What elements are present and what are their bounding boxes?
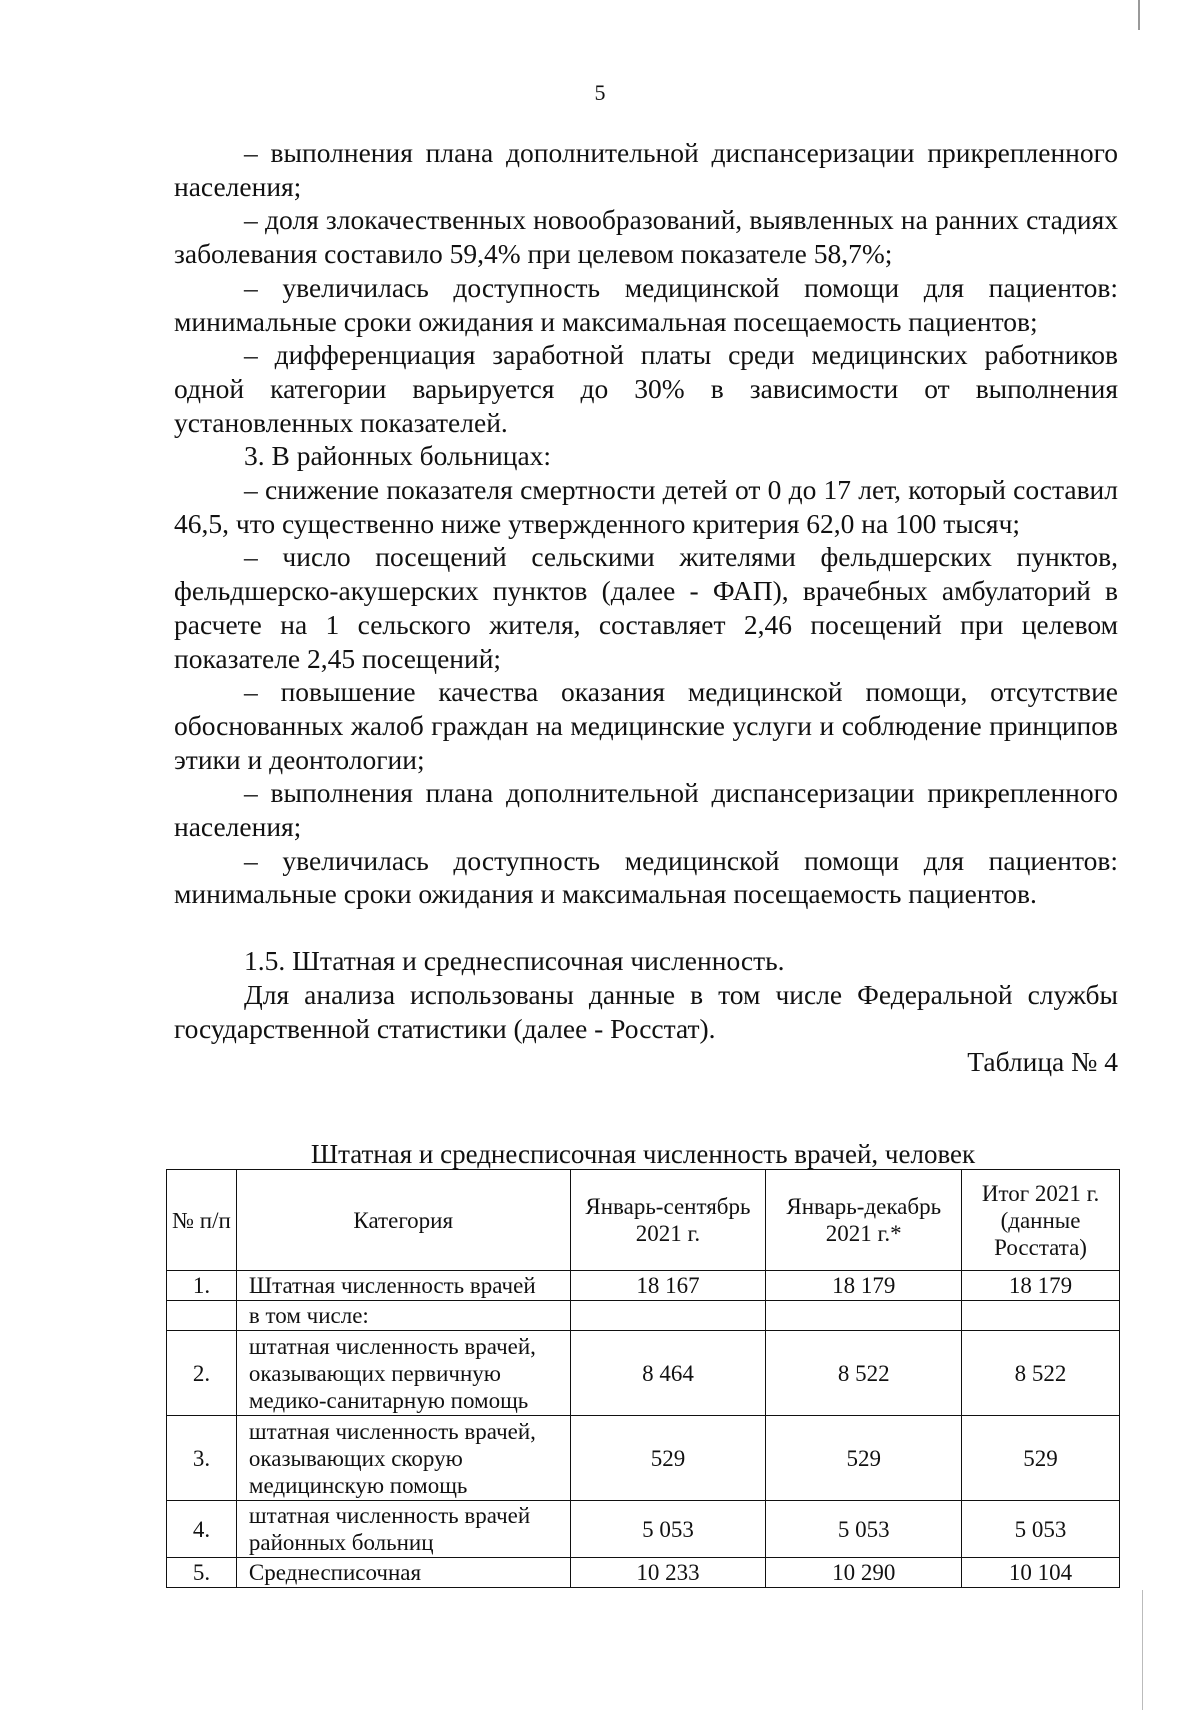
- table-row: [167, 1331, 1120, 1416]
- cell-jan-sep: [570, 1301, 766, 1331]
- row-category: в том числе:: [236, 1301, 570, 1331]
- row-number: 3.: [167, 1416, 237, 1501]
- column-header-category: Категория: [236, 1170, 570, 1271]
- paragraph: – число посещений сельскими жителями фельдшерских пунктов, фельдшерско-акушерских пунктов (далее - ФАП), врачебных амбулаторий в расчете на 1 сельского жителя, составляет 2,46 посещений при целевом показателе 2,45 посещений;: [174, 541, 1118, 674]
- staffing-table: [166, 1169, 1120, 1588]
- row-number: 1.: [167, 1271, 237, 1301]
- table-caption: Штатная и среднесписочная численность врачей, человек: [310, 1139, 976, 1169]
- table-row: [167, 1301, 1120, 1331]
- paragraph: – доля злокачественных новообразований, выявленных на ранних стадиях заболевания составило 59,4% при целевом показателе 58,7%;: [174, 204, 1118, 270]
- table-row: [167, 1416, 1120, 1501]
- row-category: Среднесписочная: [236, 1558, 570, 1588]
- cell-total: 8 522: [962, 1331, 1120, 1416]
- column-header-jan-sep: Январь-сентябрь 2021 г.: [570, 1170, 766, 1271]
- cell-jan-dec: 8 522: [766, 1331, 962, 1416]
- table-label: Таблица № 4: [967, 1046, 1118, 1078]
- table-row: [167, 1501, 1120, 1558]
- cell-total: [962, 1301, 1120, 1331]
- paragraph: – повышение качества оказания медицинской помощи, отсутствие обоснованных жалоб граждан на медицинские услуги и соблюдение принципов этики и деонтологии;: [174, 676, 1118, 775]
- row-number: 2.: [167, 1331, 237, 1416]
- row-category: штатная численность врачей, оказывающих первичную медико-санитарную помощь: [236, 1331, 570, 1416]
- cell-jan-sep: 8 464: [570, 1331, 766, 1416]
- page-number: 5: [594, 80, 606, 105]
- cell-total: 5 053: [962, 1501, 1120, 1558]
- row-number: [167, 1301, 237, 1331]
- paragraph: – выполнения плана дополнительной диспансеризации прикрепленного населения;: [174, 777, 1118, 843]
- row-category: штатная численность врачей, оказывающих скорую медицинскую помощь: [236, 1416, 570, 1501]
- row-category: Штатная численность врачей: [236, 1271, 570, 1301]
- cell-jan-dec: 18 179: [766, 1271, 962, 1301]
- cell-total: 10 104: [962, 1558, 1120, 1588]
- row-number: 4.: [167, 1501, 237, 1558]
- cell-jan-dec: 529: [766, 1416, 962, 1501]
- paragraph: – дифференциация заработной платы среди медицинских работников одной категории варьируется до 30% в зависимости от выполнения установленных показателей.: [174, 339, 1118, 438]
- cell-total: 529: [962, 1416, 1120, 1501]
- cell-jan-sep: 529: [570, 1416, 766, 1501]
- cell-jan-sep: 10 233: [570, 1558, 766, 1588]
- body-text: [174, 136, 1118, 1079]
- numbered-heading: 3. В районных больницах:: [244, 440, 552, 472]
- row-number: 5.: [167, 1558, 237, 1588]
- paragraph: – снижение показателя смертности детей от 0 до 17 лет, который составил 46,5, что существенно ниже утвержденного критерия 62,0 на 100 тысяч;: [174, 474, 1118, 539]
- paragraph: – выполнения плана дополнительной диспансеризации прикрепленного населения;: [174, 137, 1118, 202]
- row-category: штатная численность врачей районных больниц: [236, 1501, 570, 1558]
- scan-edge-mark: [1142, 1590, 1143, 1710]
- table-row: [167, 1558, 1120, 1588]
- column-header-jan-dec: Январь-декабрь 2021 г.*: [766, 1170, 962, 1271]
- column-header-number: № п/п: [167, 1170, 237, 1271]
- table-header-row: [167, 1170, 1120, 1271]
- paragraph: – увеличилась доступность медицинской помощи для пациентов: минимальные сроки ожидания и максимальная посещаемость пациентов;: [174, 271, 1118, 337]
- column-header-rosstat-total: Итог 2021 г. (данные Росстата): [962, 1170, 1120, 1271]
- cell-total: 18 179: [962, 1271, 1120, 1301]
- section-heading: 1.5. Штатная и среднесписочная численность.: [244, 945, 785, 977]
- scan-edge-mark: [1138, 0, 1140, 30]
- cell-jan-dec: 5 053: [766, 1501, 962, 1558]
- cell-jan-dec: [766, 1301, 962, 1331]
- section-intro: Для анализа использованы данные в том числе Федеральной службы государственной статистики (далее - Росстат).: [174, 978, 1118, 1044]
- cell-jan-sep: 18 167: [570, 1271, 766, 1301]
- paragraph: – увеличилась доступность медицинской помощи для пациентов: минимальные сроки ожидания и максимальная посещаемость пациентов.: [174, 844, 1118, 910]
- cell-jan-sep: 5 053: [570, 1501, 766, 1558]
- cell-jan-dec: 10 290: [766, 1558, 962, 1588]
- table-row: [167, 1271, 1120, 1301]
